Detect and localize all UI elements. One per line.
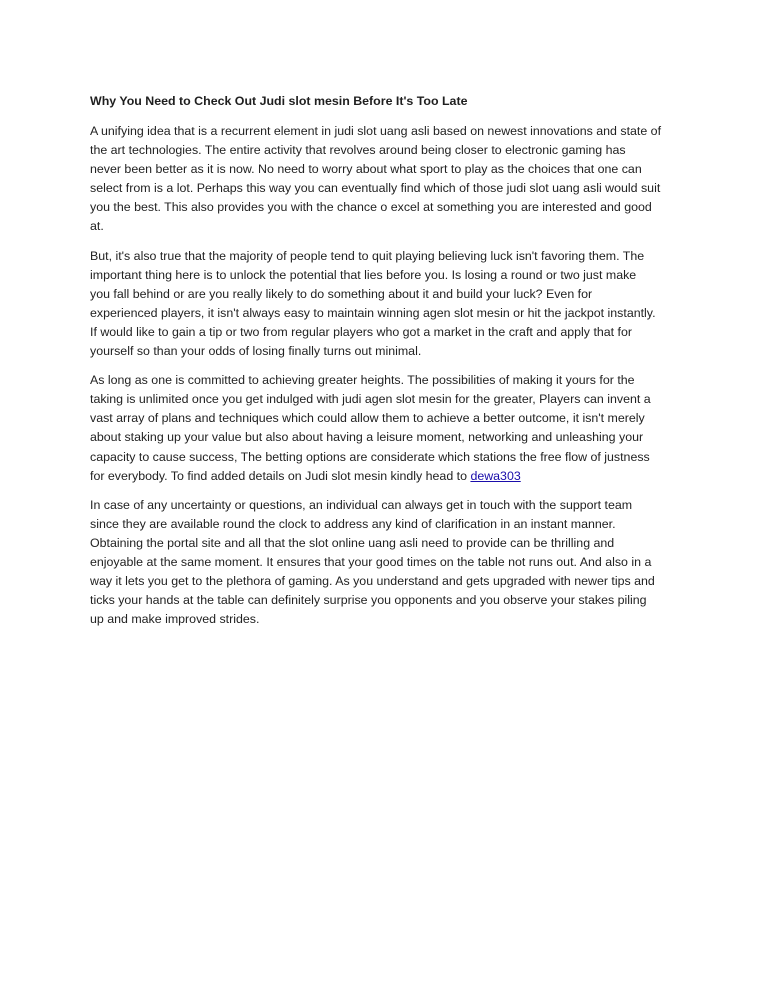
paragraph-line: never been better as it is now. No need to worry about what sport to play as the choices that one can — [90, 162, 642, 177]
paragraph-line: way it lets you get to the plethora of gaming. As you understand and gets upgraded with newer tips and — [90, 574, 655, 589]
paragraph-line: vast array of plans and techniques which could allow them to achieve a better outcome, it isn't merely — [90, 411, 645, 426]
paragraph-line: up and make improved strides. — [90, 612, 260, 627]
paragraph-4 — [90, 496, 682, 630]
document-body — [90, 92, 682, 639]
paragraph-3 — [90, 371, 682, 486]
paragraph-1 — [90, 122, 682, 237]
paragraph-line: experienced players, it isn't always easy to maintain winning agen slot mesin or hit the jackpot instantly. — [90, 305, 656, 320]
paragraph-line: select from is a lot. Perhaps this way you can eventually find which of those judi slot uang asli would suit — [90, 181, 661, 196]
paragraph-line: In case of any uncertainty or questions, an individual can always get in touch with the support team — [90, 497, 633, 512]
paragraph-2 — [90, 247, 682, 362]
paragraph-last-line — [90, 467, 682, 486]
paragraph-line: But, it's also true that the majority of people tend to quit playing believing luck isn't favoring them. The — [90, 248, 645, 263]
paragraph-line: enjoyable at the same moment. It ensures that your good times on the table not runs out. And also in a — [90, 554, 652, 569]
paragraph-line: you the best. This also provides you with the chance o excel at something you are interested and good — [90, 200, 652, 215]
paragraph-line: ticks your hands at the table can definitely surprise you opponents and you observe your stakes piling — [90, 593, 647, 608]
document-title: Why You Need to Check Out Judi slot mesin Before It's Too Late — [90, 94, 468, 108]
paragraph-line: since they are available round the clock to address any kind of clarification in an instant manner. — [90, 516, 616, 531]
paragraph-line: Obtaining the portal site and all that the slot online uang asli need to provide can be thrilling and — [90, 535, 615, 550]
paragraph-line: taking is unlimited once you get indulged with judi agen slot mesin for the greater, Players can invent a — [90, 392, 651, 407]
paragraph-line: capacity to cause success, The betting options are considerate which stations the free flow of justness — [90, 449, 650, 464]
dewa303-link[interactable]: dewa303 — [470, 468, 521, 483]
paragraph-line: If would like to gain a tip or two from regular players who got a market in the craft and apply that for — [90, 324, 633, 339]
paragraph-line: As long as one is committed to achieving greater heights. The possibilities of making it yours for the — [90, 373, 635, 388]
paragraph-line: you fall behind or are you really likely to do something about it and build your luck? Even for — [90, 286, 593, 301]
paragraph-text: for everybody. To find added details on Judi slot mesin kindly head to — [90, 468, 471, 483]
paragraph-line: important thing here is to unlock the potential that lies before you. Is losing a round or two just make — [90, 267, 637, 282]
paragraph-line: the art technologies. The entire activity that revolves around being closer to electronic gaming has — [90, 143, 626, 158]
paragraph-line: yourself so than your odds of losing finally turns out minimal. — [90, 344, 422, 359]
paragraph-line: A unifying idea that is a recurrent element in judi slot uang asli based on newest innovations and state of — [90, 124, 662, 138]
paragraph-line: about staking up your value but also about having a leisure moment, networking and unleashing your — [90, 430, 644, 445]
paragraph-line: at. — [90, 219, 104, 234]
